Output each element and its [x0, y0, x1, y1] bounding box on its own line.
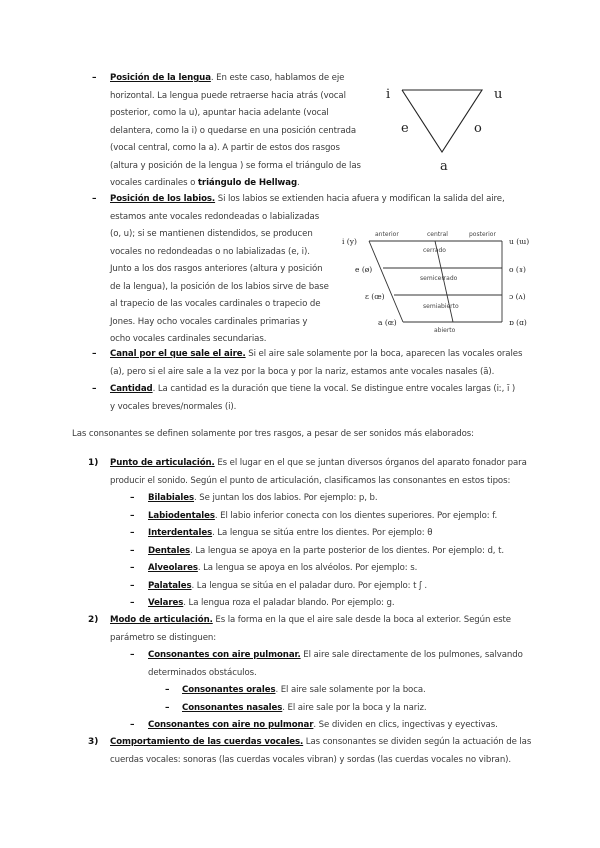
triangle-shape	[402, 90, 482, 152]
bullet-dash: –	[130, 545, 135, 556]
b2-line-2: estamos ante vocales redondeadas o labializadas	[110, 211, 320, 222]
vowel-o-gamma: o (ɤ)	[509, 265, 526, 274]
vowel-a: a	[440, 159, 448, 174]
b4-text: . La cantidad es la duración que tiene la vocal. Se distingue entre vocales largas (iː, ī )	[152, 384, 516, 394]
s1-title: Punto de articulación.	[110, 458, 215, 468]
s1-item-term: Labiodentales	[148, 510, 215, 521]
s2-text: . El aire sale solamente por la boca.	[275, 685, 426, 695]
label-abierto: abierto	[434, 327, 456, 334]
s2-item-no-pulmonar	[148, 717, 498, 735]
b2-text: Si los labios se extienden hacia afuera y modifican la salida del aire,	[215, 194, 505, 204]
s2-text: . Se dividen en clics, ingectivas y eyectivas.	[313, 720, 498, 730]
vowel-i: i	[386, 87, 391, 102]
s1-item	[148, 490, 378, 508]
bullet-dash: –	[92, 194, 97, 204]
s2-title: Modo de articulación.	[110, 615, 213, 625]
b1-title: Posición de la lengua	[110, 73, 211, 83]
s2-text: Es la forma en la que el aire sale desde la boca al exterior. Según este	[212, 615, 511, 625]
b2-line-5: Junto a los dos rasgos anteriores (altura y posición	[110, 264, 323, 274]
vowel-triangle-diagram	[380, 80, 520, 180]
s1-item-term: Velares	[148, 598, 184, 608]
s2-text: El aire sale directamente de los pulmones, salvando	[300, 650, 523, 660]
label-semiabierto: semiabierto	[423, 303, 459, 310]
b1-term: triángulo de Hellwag	[197, 178, 298, 188]
b3-line-1	[110, 346, 522, 364]
s1-line-1	[110, 455, 527, 473]
s2-subitem-nasales	[182, 700, 427, 718]
s1-item-term: Dentales	[148, 545, 191, 556]
section-1-number: 1)	[88, 458, 99, 468]
s2-subitem-orales	[182, 682, 426, 700]
s1-item-desc: . La lengua se sitúa entre los dientes. Por ejemplo: θ	[212, 528, 433, 538]
s1-item-term: Bilabiales	[148, 493, 195, 503]
b1-text: .	[297, 178, 300, 188]
s1-item-desc: . La lengua se apoya en los alvéolos. Por ejemplo: s.	[197, 563, 418, 573]
b2-line-6: de la lengua), la posición de los labios sirve de base	[110, 281, 329, 292]
s1-item-term: Alveolares	[148, 563, 198, 573]
b2-line-9: ocho vocales cardinales secundarias.	[110, 334, 267, 344]
bullet-dash: –	[92, 73, 97, 83]
s1-item	[148, 560, 417, 578]
s2-term: Consonantes orales	[182, 685, 276, 695]
b4-line-1	[110, 381, 515, 399]
s1-item	[148, 508, 497, 526]
b2-line-8: Jones. Hay ocho vocales cardinales primarias y	[110, 316, 308, 327]
section-3-number: 3)	[88, 737, 99, 747]
vowel-epsilon: ɛ (œ)	[365, 292, 385, 301]
vowel-open-a: ɒ (ɑ)	[509, 318, 527, 327]
label-central: central	[427, 231, 448, 238]
s3-line-1	[110, 734, 531, 752]
b4-title: Cantidad	[110, 384, 153, 394]
vowel-e-oe: e (ø)	[355, 265, 373, 274]
bullet-dash: –	[165, 702, 170, 713]
bullet-dash: –	[130, 720, 135, 730]
vowel-e: e	[401, 121, 409, 136]
b2-title: Posición de los labios.	[110, 194, 216, 204]
b1-line-2: horizontal. La lengua puede retraerse hacia atrás (vocal	[110, 90, 346, 101]
s1-item	[148, 595, 395, 613]
s1-item-desc: . La lengua se sitúa en el paladar duro. Por ejemplo: t ʃ .	[191, 580, 428, 591]
s2-term: Consonantes con aire no pulmonar	[148, 720, 314, 730]
s2-item-pulmonar-line-2: determinados obstáculos.	[148, 667, 257, 678]
vowel-u: u	[494, 87, 503, 102]
bullet-dash: –	[130, 493, 135, 503]
label-cerrado: cerrado	[423, 247, 446, 254]
b3-line-2: (a), pero si el aire sale a la vez por la boca y por la nariz, estamos ante vocales nasales (ã).	[110, 366, 495, 377]
bullet-dash: –	[130, 650, 135, 660]
s3-line-2: cuerdas vocales: sonoras (las cuerdas vocales vibran) y sordas (las cuerdas vocales no vibran).	[110, 754, 512, 765]
bullet-dash: –	[92, 384, 97, 394]
bullet-dash: –	[130, 563, 135, 573]
vowel-o: o	[474, 121, 482, 136]
b4-line-2: y vocales breves/normales (i).	[110, 401, 237, 412]
bullet-dash: –	[165, 685, 170, 695]
s1-item-desc: . Se juntan los dos labios. Por ejemplo: p, b.	[194, 493, 378, 503]
b2-line-7: al trapecio de las vocales cardinales o trapecio de	[110, 299, 321, 309]
vowel-a-oe: a (ɶ)	[378, 318, 397, 327]
s2-term: Consonantes nasales	[182, 702, 283, 713]
bullet-dash: –	[130, 580, 135, 591]
s1-line-2: producir el sonido. Según el punto de articulación, clasificamos las consonantes en estos tipos:	[110, 475, 511, 486]
s2-text: . El aire sale por la boca y la nariz.	[282, 702, 427, 713]
section-2-number: 2)	[88, 615, 99, 625]
s2-line-1	[110, 612, 511, 630]
bullet-dash: –	[130, 528, 135, 538]
b1-line-6: (altura y posición de la lengua ) se forma el triángulo de las	[110, 160, 361, 171]
b1-line-1	[110, 70, 344, 88]
s1-item-desc: . La lengua se apoya en la parte posterior de los dientes. Por ejemplo: d, t.	[190, 545, 504, 556]
vowel-open-o: ɔ (ʌ)	[509, 292, 526, 301]
label-semicerrado: semicerrado	[420, 275, 458, 282]
b2-line-1	[110, 191, 505, 209]
s2-term: Consonantes con aire pulmonar.	[148, 650, 301, 660]
s1-item	[148, 578, 427, 596]
b1-line-5: (vocal central, como la a). A partir de estos dos rasgos	[110, 143, 340, 153]
s3-text: Las consonantes se dividen según la actuación de las	[303, 737, 532, 747]
s1-item-term: Palatales	[148, 580, 192, 591]
b1-line-3: posterior, como la u), apuntar hacia adelante (vocal	[110, 108, 329, 118]
consonants-intro: Las consonantes se definen solamente por tres rasgos, a pesar de ser sonidos más elaborados:	[72, 429, 474, 439]
s2-item-pulmonar	[148, 647, 523, 665]
s1-item-desc: . La lengua roza el paladar blando. Por ejemplo: g.	[183, 598, 395, 608]
b3-title: Canal por el que sale el aire.	[110, 349, 246, 359]
s1-item-term: Interdentales	[148, 528, 213, 538]
s1-text: Es el lugar en el que se juntan diversos órganos del aparato fonador para	[214, 458, 527, 468]
b2-line-3: (o, u); si se mantienen distendidos, se producen	[110, 229, 313, 239]
bullet-dash: –	[92, 349, 97, 359]
b1-line-7	[110, 175, 300, 193]
vowel-trapezoid-diagram	[335, 222, 555, 340]
vowel-i-y: i (y)	[342, 237, 357, 246]
label-anterior: anterior	[375, 231, 399, 238]
vowel-u-m: u (ɯ)	[509, 237, 530, 246]
s1-item	[148, 543, 504, 561]
b3-text: Si el aire sale solamente por la boca, aparecen las vocales orales	[245, 349, 523, 359]
s1-item-desc: . El labio inferior conecta con los dientes superiores. Por ejemplo: f.	[214, 510, 498, 521]
s2-line-2: parámetro se distinguen:	[110, 632, 217, 643]
s1-item	[148, 525, 432, 543]
b1-text: vocales cardinales o	[110, 178, 198, 188]
b2-line-4: vocales no redondeadas o no labializadas (e, i).	[110, 246, 310, 257]
bullet-dash: –	[130, 510, 135, 521]
bullet-dash: –	[130, 598, 135, 608]
b1-text: . En este caso, hablamos de eje	[210, 73, 345, 83]
b1-line-4: delantera, como la i) o quedarse en una posición centrada	[110, 125, 357, 136]
label-posterior: posterior	[469, 231, 496, 238]
s3-title: Comportamiento de las cuerdas vocales.	[110, 737, 304, 747]
